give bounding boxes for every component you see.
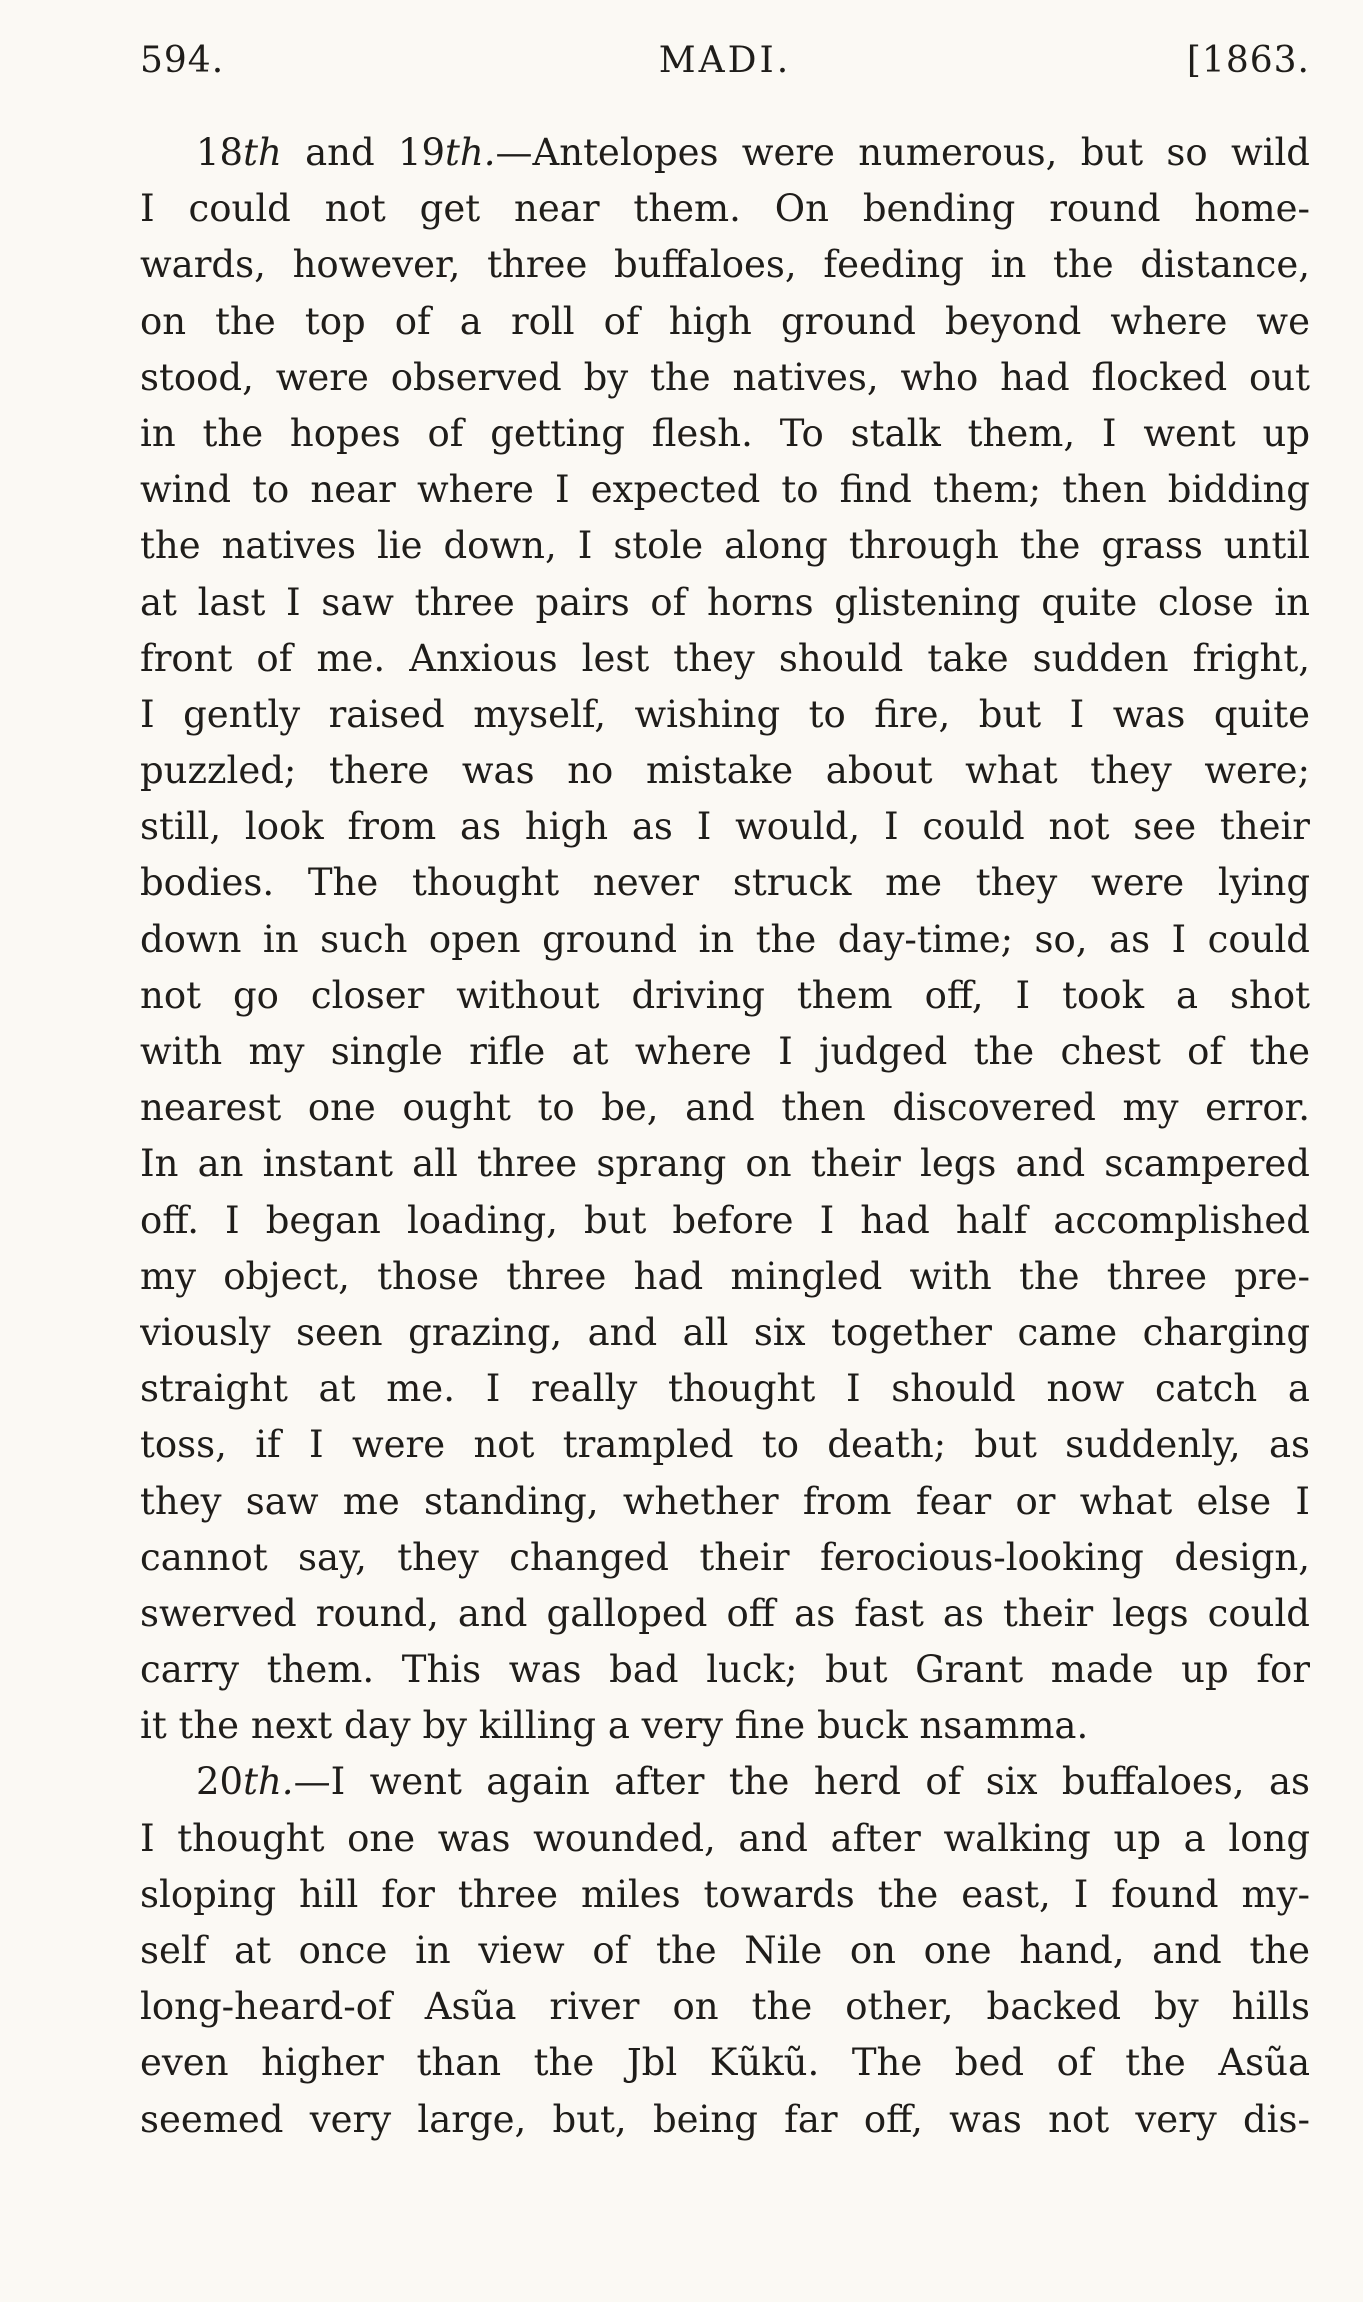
text-line: [140, 855, 1310, 911]
text-line: [140, 125, 1310, 181]
text-line: [140, 1136, 1310, 1192]
line-text: my object, those three had mingled with the three pre-: [140, 1254, 1310, 1298]
text-line: [140, 1361, 1310, 1417]
date-italic: th: [243, 131, 282, 174]
text-line: [140, 462, 1310, 518]
text-line: [140, 2035, 1310, 2091]
text-line: [140, 1193, 1310, 1249]
text-line: [140, 575, 1310, 631]
text-line: [140, 2092, 1310, 2148]
line-text: puzzled; there was no mistake about what they were;: [140, 749, 1310, 793]
line-text: toss, if I were not trampled to death; but suddenly, as: [140, 1423, 1310, 1467]
line-text: the natives lie down, I stole along through the grass until: [140, 524, 1310, 568]
text-line: [140, 1417, 1310, 1473]
date-italic: th.: [243, 1760, 294, 1804]
text-line: [140, 237, 1310, 293]
text-line: [140, 1080, 1310, 1136]
line-text: on the top of a roll of high ground beyond where we: [140, 299, 1310, 343]
line-text: it the next day by killing a very fine buck nsamma.: [140, 1704, 1089, 1748]
line-text: even higher than the Jbl Kũkũ. The bed of the Asũa: [140, 2041, 1310, 2085]
line-text: wind to near where I expected to find them; then bidding: [140, 468, 1310, 512]
date-italic: th.: [445, 131, 496, 174]
text-line: [140, 1923, 1310, 1979]
line-text: —Antelopes were numerous, but so wild: [495, 131, 1310, 174]
line-text: viously seen grazing, and all six together came charging: [140, 1310, 1310, 1354]
text-line: [140, 1754, 1310, 1810]
text-line: [140, 1811, 1310, 1867]
running-title: MADI.: [658, 40, 792, 81]
page-number: 594.: [140, 40, 225, 81]
line-text: bodies. The thought never struck me they were lying: [140, 861, 1310, 905]
line-text: and 19: [281, 131, 446, 174]
line-text: they saw me standing, whether from fear or what else I: [140, 1479, 1310, 1523]
text-line: [140, 1024, 1310, 1080]
line-text: swerved round, and galloped off as fast as their legs could: [140, 1591, 1310, 1635]
text-line: [140, 181, 1310, 237]
line-text: I gently raised myself, wishing to fire, but I was quite: [140, 692, 1310, 736]
text-line: [140, 1642, 1310, 1698]
line-text: at last I saw three pairs of horns glistening quite close in: [140, 580, 1310, 624]
text-line: [140, 1530, 1310, 1586]
text-line: [140, 743, 1310, 799]
line-text: 20: [196, 1760, 244, 1804]
text-line: [140, 1305, 1310, 1361]
page-header: [140, 40, 1310, 100]
line-text: seemed very large, but, being far off, was not very dis-: [140, 2097, 1310, 2141]
text-line: [140, 1867, 1310, 1923]
text-line: [140, 1698, 1310, 1754]
line-text: self at once in view of the Nile on one hand, and the: [140, 1929, 1310, 1972]
text-line: [140, 912, 1310, 968]
line-text: not go closer without driving them off, I took a shot: [140, 973, 1310, 1017]
line-text: wards, however, three buffaloes, feeding in the distance,: [140, 243, 1310, 287]
text-line: [140, 631, 1310, 687]
line-text: in the hopes of getting flesh. To stalk them, I went up: [140, 411, 1310, 455]
line-text: stood, were observed by the natives, who had flocked out: [140, 355, 1310, 399]
text-line: [140, 294, 1310, 350]
line-text: In an instant all three sprang on their legs and scampered: [140, 1142, 1310, 1186]
line-text: I thought one was wounded, and after walking up a long: [140, 1816, 1310, 1860]
line-text: long-heard-of Asũa river on the other, backed by hills: [140, 1985, 1310, 2029]
text-line: [140, 1979, 1310, 2035]
text-line: [140, 799, 1310, 855]
line-text: 18: [196, 131, 244, 174]
line-text: sloping hill for three miles towards the east, I found my-: [140, 1872, 1310, 1916]
text-line: [140, 518, 1310, 574]
text-line: [140, 1586, 1310, 1642]
text-line: [140, 687, 1310, 743]
line-text: with my single rifle at where I judged the chest of the: [140, 1030, 1310, 1073]
text-line: [140, 1474, 1310, 1530]
line-text: still, look from as high as I would, I could not see their: [140, 805, 1310, 849]
year-marker: [1863.: [1186, 40, 1310, 81]
text-line: [140, 350, 1310, 406]
line-text: off. I began loading, but before I had half accomplished: [140, 1198, 1310, 1242]
line-text: cannot say, they changed their ferocious-looking design,: [140, 1535, 1310, 1579]
line-text: carry them. This was bad luck; but Grant made up for: [140, 1648, 1310, 1692]
text-line: [140, 1249, 1310, 1305]
line-text: straight at me. I really thought I should now catch a: [140, 1367, 1310, 1411]
body-text: [140, 125, 1310, 2148]
text-line: [140, 968, 1310, 1024]
line-text: down in such open ground in the day-time; so, as I could: [140, 917, 1310, 961]
line-text: —I went again after the herd of six buffaloes, as: [293, 1760, 1310, 1804]
line-text: front of me. Anxious lest they should take sudden fright,: [140, 636, 1310, 680]
text-line: [140, 406, 1310, 462]
line-text: I could not get near them. On bending round home-: [140, 187, 1310, 231]
line-text: nearest one ought to be, and then discovered my error.: [140, 1086, 1310, 1130]
